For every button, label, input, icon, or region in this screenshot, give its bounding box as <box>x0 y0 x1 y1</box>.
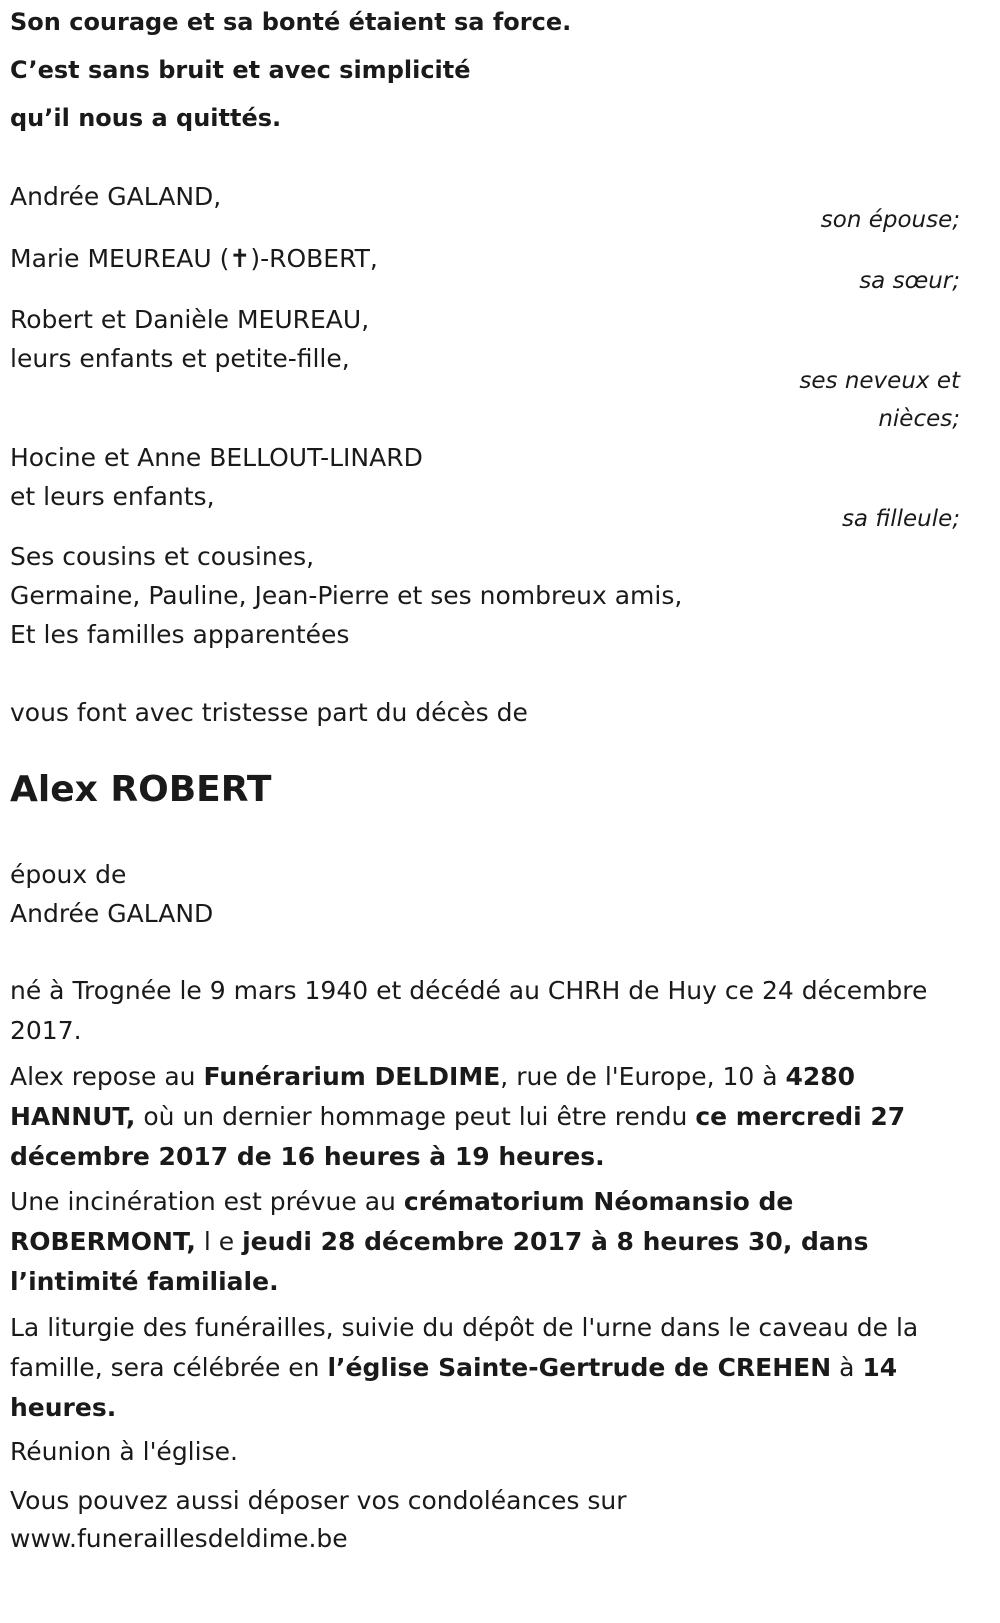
epigraph-line-2: C’est sans bruit et avec simplicité <box>10 56 471 84</box>
cremation-paragraph <box>10 1182 985 1302</box>
church-name: l’église Sainte-Gertrude de CREHEN <box>327 1353 832 1382</box>
funerarium-name: Funérarium DELDIME <box>203 1062 501 1091</box>
family-hocine-children: et leurs enfants, <box>10 482 215 511</box>
birth-death-paragraph: né à Trognée le 9 mars 1940 et décédé au CHRH de Huy ce 24 décembre 2017. <box>10 976 928 1045</box>
family-andree: Andrée GALAND, <box>10 182 222 211</box>
announcement-text: vous font avec tristesse part du décès de <box>10 698 528 727</box>
deceased-name: Alex ROBERT <box>10 769 272 810</box>
relation-spouse: son épouse; <box>820 207 960 233</box>
relation-nephews-line-2: nièces; <box>878 406 960 432</box>
spouse-name: Andrée GALAND <box>10 899 214 928</box>
liturgy-time: 14 heures. <box>10 1353 898 1422</box>
cremation-text-1: Une incinération est prévue au <box>10 1187 404 1216</box>
relation-nephews-line-1: ses neveux et <box>799 368 960 394</box>
liturgy-paragraph <box>10 1308 985 1428</box>
visitation-time: ce mercredi 27 décembre 2017 de 16 heures à 19 heures. <box>10 1102 906 1171</box>
reunion-text: Réunion à l'église. <box>10 1437 238 1466</box>
epigraph-line-1: Son courage et sa bonté étaient sa force. <box>10 8 572 36</box>
family-hocine: Hocine et Anne BELLOUT-LINARD <box>10 443 423 472</box>
crematorium-name: crématorium Néomansio de ROBERMONT, <box>10 1187 794 1256</box>
epigraph-line-3: qu’il nous a quittés. <box>10 104 282 132</box>
family-families: Et les familles apparentées <box>10 620 350 649</box>
liturgy-text-3: à <box>831 1353 863 1382</box>
family-robert: Robert et Danièle MEUREAU, <box>10 305 370 334</box>
family-friends: Germaine, Pauline, Jean-Pierre et ses nombreux amis, <box>10 581 683 610</box>
family-cousins: Ses cousins et cousines, <box>10 542 315 571</box>
repose-text-1: Alex repose au <box>10 1062 204 1091</box>
repose-paragraph <box>10 1057 985 1177</box>
liturgy-text-1: La liturgie des funérailles, suivie du dépôt de l'urne dans le caveau de la famille, sera célébrée en <box>10 1313 919 1382</box>
repose-text-5: où un dernier hommage peut lui être rendu <box>135 1102 696 1131</box>
relation-sister: sa sœur; <box>859 268 960 294</box>
condolences-text: Vous pouvez aussi déposer vos condoléances sur <box>10 1486 627 1515</box>
condolences-website: www.funeraillesdeldime.be <box>10 1524 348 1553</box>
family-robert-children: leurs enfants et petite-fille, <box>10 344 350 373</box>
cremation-time: jeudi 28 décembre 2017 à 8 heures 30, dans l’intimité familiale. <box>10 1227 869 1296</box>
relation-goddaughter: sa filleule; <box>841 506 960 532</box>
repose-text-3: , rue de l'Europe, 10 à <box>500 1062 786 1091</box>
spouse-label: époux de <box>10 860 127 889</box>
family-marie: Marie MEUREAU (✝)-ROBERT, <box>10 244 378 273</box>
funerarium-city: 4280 HANNUT, <box>10 1062 856 1131</box>
cremation-text-3: l e <box>195 1227 243 1256</box>
